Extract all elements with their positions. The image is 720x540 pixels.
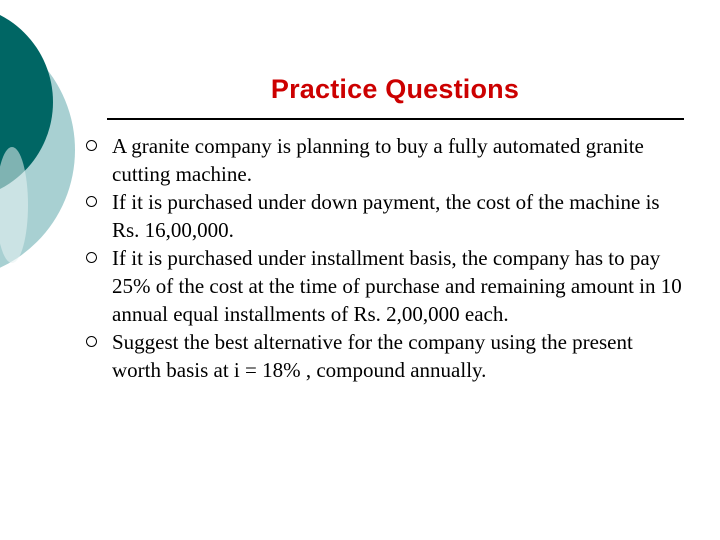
title-underline [107,118,684,120]
bullet-item [84,328,684,384]
bullet-text: A granite company is planning to buy a fully automated granite cutting machine. [112,134,644,186]
bullet-list [84,132,684,384]
bullet-item [84,188,684,244]
bullet-text: If it is purchased under down payment, the cost of the machine is Rs. 16,00,000. [112,190,660,242]
bullet-circle-icon [84,188,112,207]
bullet-circle-icon [84,328,112,347]
bullet-circle-icon [84,132,112,151]
bullet-item [84,244,684,328]
bullet-item [84,132,684,188]
slide-title: Practice Questions [270,74,520,104]
bullet-circle-icon [84,244,112,263]
bullet-text: If it is purchased under installment basis, the company has to pay 25% of the cost at the time of purchase and remaining amount in 10 annual equal installments of Rs. 2,00,000 each. [112,246,682,326]
bullet-text: Suggest the best alternative for the company using the present worth basis at i = 18% , compound annually. [112,330,633,382]
